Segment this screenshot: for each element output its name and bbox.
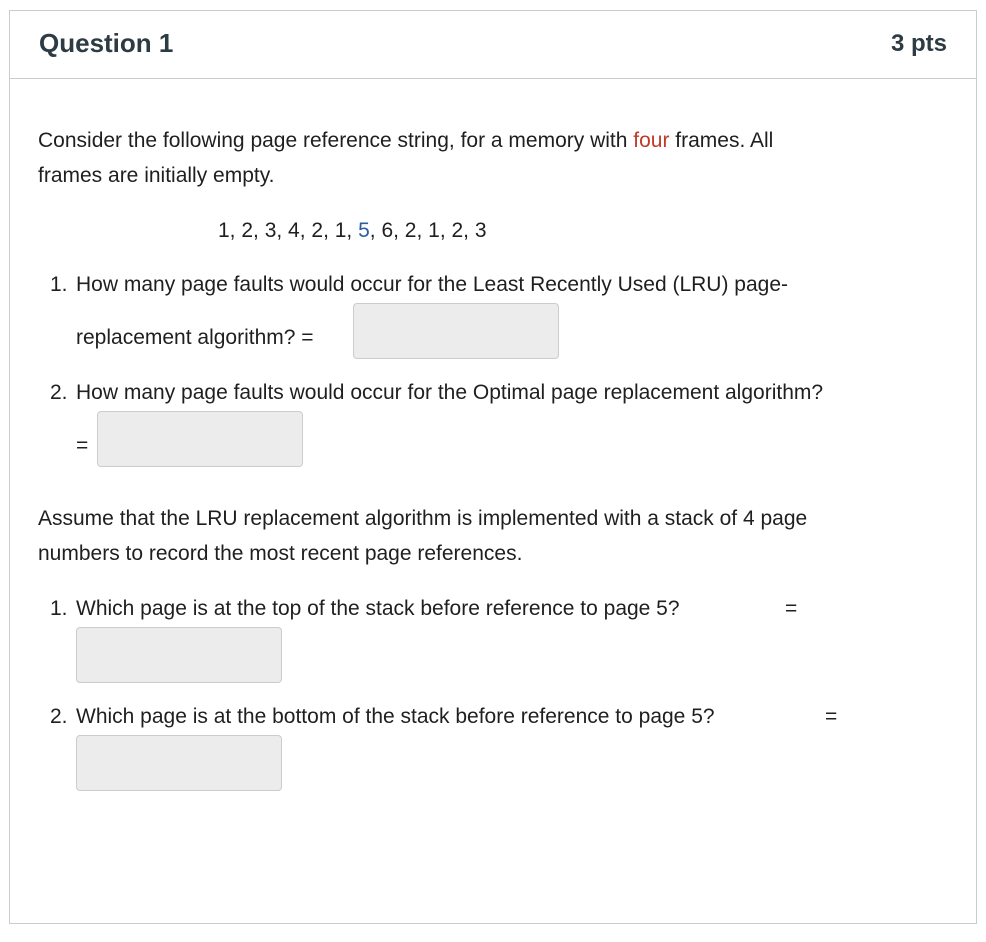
item-a1-question-cont: replacement algorithm? = <box>76 326 314 349</box>
item-b2-number: 2. <box>50 705 68 728</box>
item-a1-number: 1. <box>50 273 68 296</box>
item-b2-equals: = <box>825 705 838 728</box>
intro-highlight: four <box>633 129 670 152</box>
item-a2-equals: = <box>76 434 89 457</box>
intro-line-2: frames are initially empty. <box>38 164 275 187</box>
intro-line-1 <box>38 123 773 158</box>
question-points: 3 pts <box>890 30 947 57</box>
reference-string-highlight: 5 <box>358 219 370 242</box>
item-b1-equals: = <box>785 597 798 620</box>
lru-page-faults-input[interactable] <box>353 303 559 359</box>
item-a1-question: How many page faults would occur for the Least Recently Used (LRU) page- <box>76 273 789 296</box>
item-a2-question: How many page faults would occur for the Optimal page replacement algorithm? <box>76 381 824 404</box>
item-a2-number: 2. <box>50 381 68 404</box>
intro-text: Consider the following page reference string, for a memory with <box>38 129 634 152</box>
reference-string-end: , 6, 2, 1, 2, 3 <box>369 219 487 242</box>
intro-text-end: frames. All <box>669 129 774 152</box>
reference-string <box>218 213 487 248</box>
optimal-page-faults-input[interactable] <box>97 411 303 467</box>
question-title: Question 1 <box>39 28 174 58</box>
stack-intro-line-1: Assume that the LRU replacement algorithm is implemented with a stack of 4 page <box>38 507 808 530</box>
stack-bottom-input[interactable] <box>76 735 282 791</box>
item-b1-number: 1. <box>50 597 68 620</box>
item-b1-question: Which page is at the top of the stack before reference to page 5? <box>76 597 680 620</box>
stack-intro-line-2: numbers to record the most recent page references. <box>38 542 523 565</box>
item-b2-question: Which page is at the bottom of the stack before reference to page 5? <box>76 705 715 728</box>
reference-string-start: 1, 2, 3, 4, 2, 1, <box>218 219 359 242</box>
question-header <box>10 11 976 79</box>
stack-top-input[interactable] <box>76 627 282 683</box>
